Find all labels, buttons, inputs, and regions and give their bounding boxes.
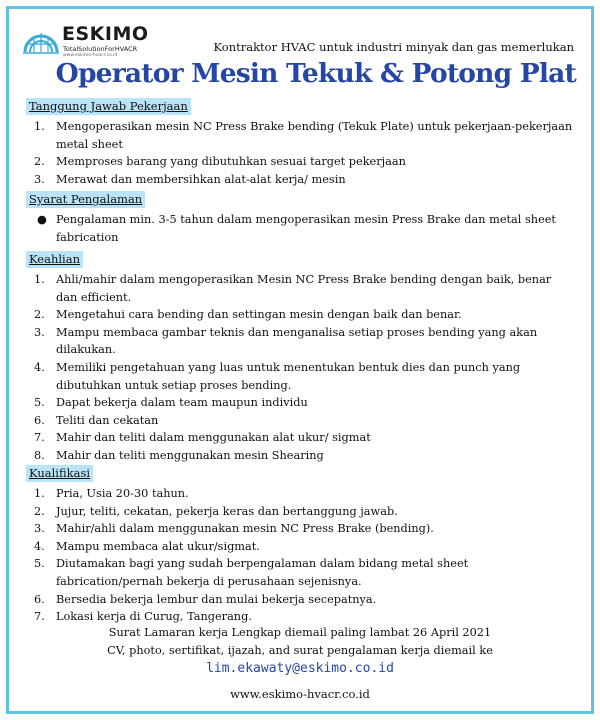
list-item: 1. Mengoperasikan mesin NC Press Brake bending (Tekuk Plate) untuk pekerjaan-pekerjaan metal sheet bbox=[34, 120, 573, 151]
section-heading: Keahlian bbox=[26, 251, 83, 268]
eskimo-logo bbox=[22, 22, 152, 62]
list-item: 7. Lokasi kerja di Curug, Tangerang. bbox=[34, 610, 252, 624]
list-item: 1. Pria, Usia 20-30 tahun. bbox=[34, 487, 189, 500]
brand-tagline: TotalSolutionForHVACR bbox=[63, 45, 138, 53]
deadline-text: Surat Lamaran kerja Lengkap diemail paling lambat 26 April 2021 bbox=[108, 626, 492, 639]
list-item: 1. Ahli/mahir dalam mengoperasikan Mesin NC Press Brake bending dengan baik, benar dan efficient. bbox=[34, 273, 552, 304]
section-experience bbox=[26, 188, 574, 246]
qualifications-list bbox=[26, 485, 574, 626]
list-item: 6. Bersedia bekerja lembur dan mulai bekerja secepatnya. bbox=[34, 592, 377, 606]
section-heading: Syarat Pengalaman bbox=[26, 191, 145, 208]
list-item: 5. Diutamakan bagi yang sudah berpengalaman dalam bidang metal sheet fabrication/pernah bekerja di perusahaan sejenisnya. bbox=[34, 557, 469, 588]
list-item: 3. Mampu membaca gambar teknis dan menganalisa setiap proses bending yang akan dilakukan. bbox=[34, 325, 538, 357]
list-item: 2. Jujur, teliti, cekatan, pekerja keras dan bertanggung jawab. bbox=[34, 504, 398, 518]
job-title: Operator Mesin Tekuk & Potong Plat bbox=[55, 58, 576, 89]
list-item: 4. Mampu membaca alat ukur/sigmat. bbox=[34, 539, 260, 553]
section-heading: Tanggung Jawab Pekerjaan bbox=[26, 98, 191, 115]
list-item: 6. Teliti dan cekatan bbox=[34, 413, 159, 427]
igloo-icon bbox=[22, 22, 60, 56]
experience-list bbox=[26, 211, 574, 246]
intro-text: Kontraktor HVAC untuk industri minyak dan gas memerlukan bbox=[213, 40, 574, 54]
list-item: 2. Memproses barang yang dibutuhkan sesuai target pekerjaan bbox=[34, 155, 406, 169]
list-item: 3. Mahir/ahli dalam menggunakan mesin NC Press Brake (bending). bbox=[34, 522, 434, 536]
documents-text: CV, photo, sertifikat, ijazah, and surat pengalaman kerja diemail ke bbox=[107, 644, 493, 657]
list-item: ● Pengalaman min. 3-5 tahun dalam mengoperasikan mesin Press Brake dan metal sheet fabrication bbox=[37, 213, 556, 244]
responsibilities-list bbox=[26, 118, 574, 188]
brand-site: www.eskimo-hvacr.co.id bbox=[63, 53, 118, 58]
section-skills bbox=[26, 248, 574, 465]
list-item: 7. Mahir dan teliti dalam menggunakan alat ukur/ sigmat bbox=[34, 431, 371, 445]
list-item: 3. Merawat dan membersihkan alat-alat kerja/ mesin bbox=[34, 172, 346, 186]
list-item: 8. Mahir dan teliti menggunakan mesin Shearing bbox=[34, 448, 324, 462]
list-item: 5. Dapat bekerja dalam team maupun individu bbox=[34, 396, 308, 410]
list-item: 4. Memiliki pengetahuan yang luas untuk menentukan bentuk dies dan punch yang dibutuhkan untuk setiap proses bending. bbox=[34, 360, 521, 392]
list-item: 2. Mengetahui cara bending dan settingan mesin dengan baik dan benar. bbox=[34, 308, 462, 322]
skills-list bbox=[26, 271, 574, 465]
brand-name: ESKIMO bbox=[62, 23, 149, 45]
contact-email[interactable]: lim.ekawaty@eskimo.co.id bbox=[206, 661, 394, 676]
section-responsibilities bbox=[26, 95, 574, 188]
section-qualifications bbox=[26, 462, 574, 626]
website-url[interactable]: www.eskimo-hvacr.co.id bbox=[230, 687, 370, 701]
section-heading: Kualifikasi bbox=[26, 465, 93, 482]
